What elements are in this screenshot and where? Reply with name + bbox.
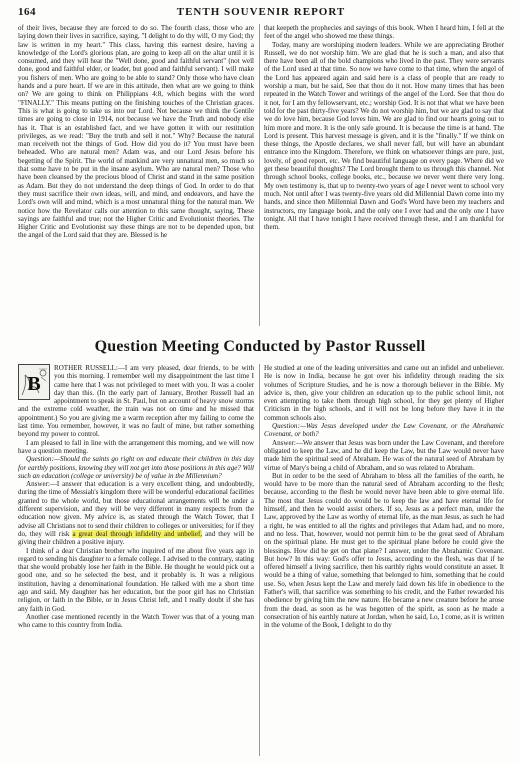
- paragraph: that keepeth the prophecies and sayings of this book. When I heard him, I fell at the feet of the angel who showed me these things.: [264, 24, 504, 41]
- page-number: 164: [18, 6, 36, 18]
- paragraph: He studied at one of the leading universities and came out an infidel and unbeliever. He is now in India, because he got over his infidelity through reading the six volumes of Scripture Studies, and he is now a thorough believer in the Bible. My advice is, then, give your children an education up to the public school limit, not even attempting to take them through high school, for they get plenty of Higher Criticism in the high schools, and it will not be long before they have it in the common schools also.: [264, 364, 504, 422]
- question-paragraph: Question:—Was Jesus developed under the Law Covenant, or the Abrahamic Covenant, or both?: [264, 422, 504, 439]
- paragraph-intro: [18, 364, 254, 439]
- bottom-right-column: [264, 364, 504, 756]
- top-right-column: [264, 24, 504, 326]
- running-header: [18, 6, 504, 22]
- answer-text: Answer:—I answer that education is a very excellent thing, and undoubtedly, during the time of Messiah's kingdom there will be wonderful educational facilities granted to the whole world, but those educational arrangements will be under a different supervision, and they will be very different in many respects from the education now given. My advice is, as stated through the Watch Tower, that I advise all Christians not to send their children to colleges or universities; for if they do, they will risk: [18, 480, 254, 538]
- paragraph: I am pleased to fall in line with the arrangement this morning, and we will now have a question meeting.: [18, 438, 254, 455]
- bottom-left-column: [18, 364, 254, 756]
- dropcap-letter: B: [27, 373, 41, 395]
- paragraph: But in order to be the seed of Abraham to bless all the families of the earth, he would have to be more than the natural seed of Abraham according to the flesh; because, according to the flesh he would never have been able to give eternal life. The most that Jesus could do would be to keep the law and have eternal life for himself, and then he would assist others. If so, Jesus as a perfect man, under the Law, approved by the Law as worthy of eternal life, as the man Jesus, as such he had a right, he was entitled to all the rights and privileges that Adam had, and no more, and no less. That, however, would not permit him to be the great seed of Abraham on the spiritual plane. He must get to the spiritual plane before he could give the blessings. How did he get on that plane? I answer, under the Abrahamic Covenant. But how? In this way: God's offer to Jesus, according to the flesh, was that if he offered himself a living sacrifice, then his earthly rights would constitute an asset. It would be a thing of value, something that belonged to him, something that he could use. So, when Jesus kept the Law and merely laid down his life in obedience to the Father's will, that sacrifice was something to his credit, and the Father rewarded his obedience by giving him the new nature. He became a new creature before he arose from the dead, as soon as he was begotten of the spirit, as soon as he made a consecration of his earthly nature at Jordan, when he said, Lo, I come, as it is written in the volume of the Book, I delight to do thy: [264, 471, 504, 630]
- column-rule-top: [259, 24, 260, 326]
- section-title: Question Meeting Conducted by Pastor Russell: [94, 338, 426, 355]
- highlighted-text: a great deal through infidelity and unbelief,: [72, 529, 203, 538]
- column-rule-bottom: [259, 364, 260, 756]
- paragraph: Today, many are worshiping modern leaders. While we are appreciating Brother Russell, we do not worship him. We are glad that he is such a man, and also that there have been all of the bold champions who lived in the past. They were servants of the Lord used at that time. So now we have come to that time, when the angel of the Lord has appeared again and said here is a class of people that are ready to worship a man, but he said, See that thou do it not. How many times that has been repeated in the Watch Tower and writings of the angel of the Lord. See that thou do it not, for I am thy fellowservant, etc.; worship God. It is not that what we have been told for the past thirty-five years? We do not worship him, but we are glad to say that we do love him, because God loves him. We are glad to find our hearts going out to him more and more. It is the only safe ground. It is because the time is at hand. The Lord is present. This harvest message is given, and it is the "finally." If we think on these things, the Apostle declares, we shall never fall, but will have an abundant entrance into the Kingdom. Therefore, we think on whatsoever things are pure, just, lovely, of good report, etc. We find beautiful language on every page. Where did we get these beautiful thoughts? The Lord brought them to us through this channel. Not through school books, college books, etc., because we never went there very long. My own testimony is, that up to twenty-two years of age I never went to school very much. Not until after I was twenty-five years old did Millennial Dawn come into my hands, and since then Millennial Dawn and God's Word have been my teachers and instructors, my language book, and the only one I ever had and the only one I have tonight. All that I have tonight I have received through these, and I am thankful for them.: [264, 40, 504, 232]
- answer-paragraph: [18, 480, 254, 546]
- answer-paragraph: Answer:—We answer that Jesus was born under the Law Covenant, and therefore obligated to keep the Law, and he did keep the Law, but the Law would never have made him the spiritual seed of Abraham. He was of the natural seed of Abraham by virtue of Mary's being a child of Abraham, and so was related to Abraham.: [264, 438, 504, 472]
- dropcap-ornament-icon: [19, 365, 49, 399]
- ornamental-dropcap: [18, 364, 50, 400]
- paragraph: Another case mentioned recently in the Watch Tower was that of a young man who came to this country from India.: [18, 612, 254, 630]
- question-paragraph: Question:—Should the saints go right on and educate their children in this day for earthly positions, knowing they will not get into those positions in this age? Will such an education (college or university) be of value in the Millennium?: [18, 455, 254, 480]
- intro-text: ROTHER RUSSELL:—I am very pleased, dear friends, to be with you this morning. I remember well my disappointment the last time I came here that I was not privileged to meet with you. It was a cooler day than this. (In the early part of January, Brother Russell had an appointment to speak in St. Paul, but on account of heavy snow storms and the extreme cold weather, the train was not on time and he missed that appointment.) So you are giving me a warm reception after my failing to come the last time. You remember, however, it was no fault of mine, but rather something beyond my power to control.: [18, 364, 254, 439]
- top-left-column: [18, 24, 254, 326]
- paragraph: I think of a dear Christian brother who inquired of me about five years ago in regard to sending his daughter to a female college. I advised to the contrary, stating that she would probably lose her faith in the Bible. He thought he would pick out a good one, and so he selected the best, and it probably is. It was a religious institution, having a denominational foundation. He talked with me a short time ago and said, My daughter has her education, but the poor girl has no Christian religion, or faith in the Bible, or in Jesus Christ left, and I really doubt if she has any faith in God.: [18, 546, 254, 613]
- running-title: TENTH SOUVENIR REPORT: [176, 6, 346, 18]
- answer-text-end: and they will be giving their children a positive injury.: [18, 529, 254, 547]
- paragraph: of their lives, because they are forced to do so. The fourth class, those who are laying down their lives in sacrifice, saying, "I delight to do thy will, O my God; thy law is written in my heart." This class, having this earnest desire, having a knowledge of the Lord's glorious plan, are going to keep all on the altar until it is consumed, and they will hear the "Well done, good and faithful servant" (not well done, good and faithful elder, or leader, but good and faithful servant). I will make you fishers of men. Who are going to be able to stand? Only those who have clean hands and a pure heart. If we are in this attitude, then what are we going to think on? We are going to think on Philippians 4:8, which begins with the word "FINALLY." This means putting on the finishing touches of the Christian graces. This is what is going to take us into our Lord. Not because we think the Gentile times are going to close in 1914, not because we have the Truth and nobody else has it. That is an established fact, and we have gotten it with our restitution privileges, as we read: "Buy the truth and sell it not." Why? Because the natural man receiveth not the things of God. How did you do it? You must have been beheaded. Who are natural men? Adam was, and our Lord Jesus before his begetting of the Spirit. The world of mankind are very unnatural men, so much so that some have to be put in the insane asylum. Who are natural men? Those who have been cleansed by the precious blood of Christ and stand in the same position as Adam. But they do not understand the deep things of God. In order to do that they must sacrifice their own ideas, will, and mind, and endeavors, and have the Lord's own will and mind, which is a most unnatural thing for the natural man. We notice how the Revelator calls our attention to this same thought, saying, These sayings are faithful and true; not the Higher Critic and Evolutionist theories. The Higher Critic and Evolutionist say these things are not to be depended upon, but the angel of the Lord said that they are. Blessed is he: [18, 24, 254, 240]
